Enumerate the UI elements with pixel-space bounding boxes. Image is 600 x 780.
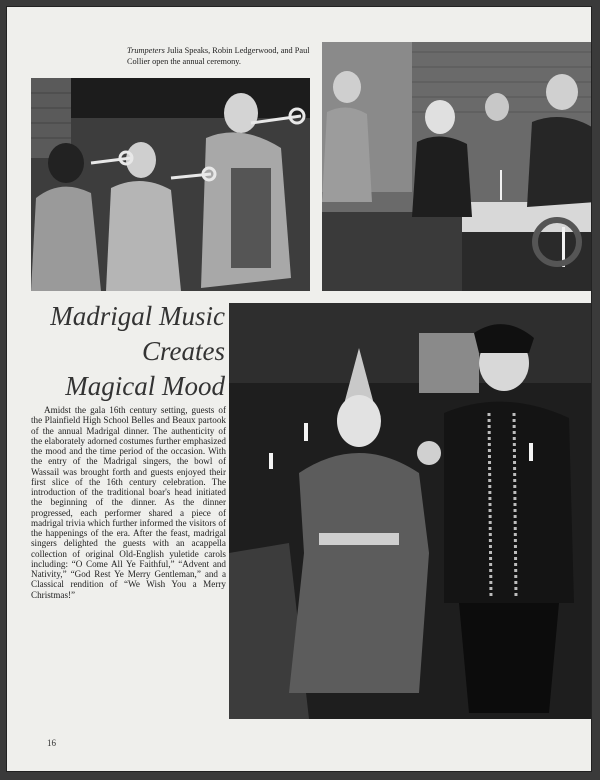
banquet-photo-image: [322, 42, 592, 291]
singers-photo: [229, 303, 592, 719]
banquet-photo: [322, 42, 592, 291]
headline-line-3: Magical Mood: [65, 371, 225, 401]
photo-caption: [127, 46, 323, 67]
headline-line-1: Madrigal Music: [50, 301, 225, 331]
singers-photo-image: [229, 303, 592, 719]
trumpeters-photo-image: [31, 78, 310, 291]
headline-line-2: Creates: [142, 336, 225, 366]
headline: [21, 299, 225, 404]
caption-lead: Trumpeters: [127, 46, 165, 55]
yearbook-page: [6, 6, 592, 772]
trumpeters-photo: [31, 78, 310, 291]
article-body: Amidst the gala 16th century setting, guests of the Plainfield High School Belles and Beaux partook of the annual Madrigal dinner. The authenticity of the elaborately adorned costumes further emphasized the mood and the time period of the occasion. With the entry of the Madrigal singers, the bowl of Wassail was brought forth and guests enjoyed their first slice of the 16th century celebration. The introduction of the traditional boar's head initiated the beginning of the dinner. As the dinner progressed, each performer shared a piece of madrigal trivia which further informed the visitors of the happenings of the era. After the feast, madrigal singers delighted the guests with an acappella collection of original Old-English yuletide carols including: “O Come All Ye Faithful,” “Advent and Nativity,” “God Rest Ye Merry Gentleman,” and a Classical rendition of “We Wish You a Merry Christmas!”: [31, 405, 226, 600]
caption-text: Julia Speaks, Robin Ledgerwood, and Paul Collier open the annual ceremony.: [127, 46, 310, 66]
page-number: 16: [47, 738, 56, 748]
